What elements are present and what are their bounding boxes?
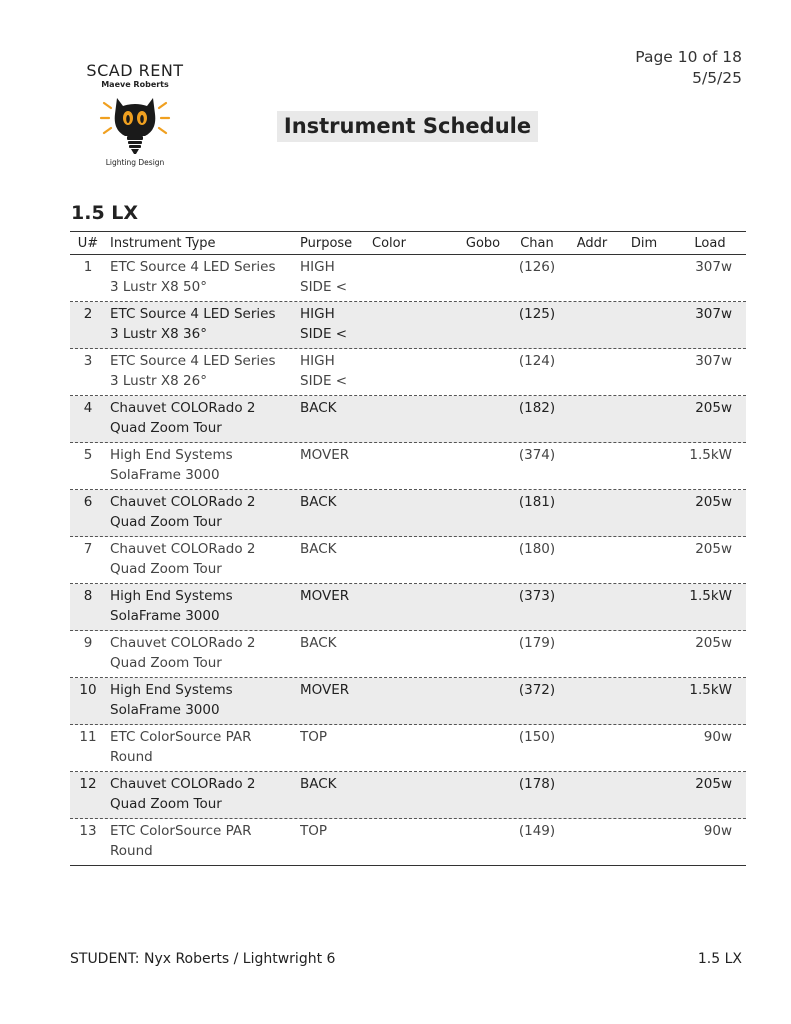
gobo-cell — [454, 352, 512, 395]
cat-lightbulb-icon — [99, 92, 171, 158]
purpose-cell — [300, 352, 372, 395]
purpose-cell-line: BACK — [300, 776, 337, 792]
purpose-cell-line: MOVER — [300, 588, 350, 604]
instrument-type-cell — [106, 540, 300, 583]
column-header: Dim — [630, 235, 658, 251]
instrument-type-cell-line: Quad Zoom Tour — [110, 419, 222, 436]
address-cell — [562, 775, 622, 818]
unit-number-cell: 11 — [79, 729, 97, 745]
purpose-cell-line: SIDE < — [300, 325, 348, 342]
purpose-cell — [300, 634, 372, 677]
channel-cell: (149) — [518, 823, 556, 839]
table-row — [70, 678, 746, 725]
instrument-type-cell-line: 3 Lustr X8 36° — [110, 325, 207, 342]
table-row — [70, 490, 746, 537]
instrument-type-cell — [106, 399, 300, 442]
footer-student: STUDENT: Nyx Roberts / Lightwright 6 — [70, 951, 336, 967]
load-cell: 1.5kW — [689, 447, 732, 463]
dimmer-cell — [622, 540, 666, 583]
channel-cell: (150) — [518, 729, 556, 745]
purpose-cell — [300, 399, 372, 442]
column-header: Load — [694, 235, 726, 251]
table-row — [70, 302, 746, 349]
logo-designer: Maeve Roberts — [101, 80, 169, 89]
color-cell — [372, 399, 454, 442]
channel-cell: (126) — [518, 259, 556, 275]
load-cell: 205w — [695, 776, 732, 792]
gobo-cell — [454, 587, 512, 630]
purpose-cell-line: MOVER — [300, 682, 350, 698]
table-row — [70, 396, 746, 443]
purpose-cell-line: BACK — [300, 635, 337, 651]
unit-number-cell: 12 — [79, 776, 97, 792]
instrument-type-cell — [106, 352, 300, 395]
channel-cell: (124) — [518, 353, 556, 369]
unit-number-cell: 13 — [79, 823, 97, 839]
instrument-type-cell-line: High End Systems — [110, 682, 233, 698]
address-cell — [562, 728, 622, 771]
channel-cell: (374) — [518, 447, 556, 463]
instrument-type-cell — [106, 587, 300, 630]
instrument-type-cell-line: High End Systems — [110, 447, 233, 463]
load-cell: 307w — [695, 306, 732, 322]
color-cell — [372, 728, 454, 771]
table-row — [70, 631, 746, 678]
instrument-type-cell-line: Quad Zoom Tour — [110, 654, 222, 671]
load-cell: 205w — [695, 541, 732, 557]
instrument-type-cell-line: Chauvet COLORado 2 — [110, 776, 256, 792]
purpose-cell-line: SIDE < — [300, 372, 348, 389]
purpose-cell-line: HIGH — [300, 259, 335, 275]
instrument-type-cell-line: Chauvet COLORado 2 — [110, 635, 256, 651]
color-cell — [372, 446, 454, 489]
unit-number-cell: 2 — [83, 306, 93, 322]
dimmer-cell — [622, 446, 666, 489]
instrument-type-cell-line: ETC ColorSource PAR — [110, 729, 252, 745]
instrument-type-cell-line: SolaFrame 3000 — [110, 607, 220, 624]
color-cell — [372, 634, 454, 677]
page-info — [635, 47, 742, 89]
logo — [70, 62, 200, 167]
dimmer-cell — [622, 258, 666, 301]
purpose-cell — [300, 587, 372, 630]
table-row — [70, 349, 746, 396]
channel-cell: (179) — [518, 635, 556, 651]
footer-section: 1.5 LX — [697, 951, 742, 967]
purpose-cell — [300, 728, 372, 771]
gobo-cell — [454, 728, 512, 771]
purpose-cell-line: TOP — [300, 823, 328, 839]
gobo-cell — [454, 493, 512, 536]
color-cell — [372, 681, 454, 724]
unit-number-cell: 9 — [83, 635, 93, 651]
address-cell — [562, 493, 622, 536]
dimmer-cell — [622, 681, 666, 724]
column-header: Purpose — [300, 235, 353, 251]
instrument-type-cell-line: ETC ColorSource PAR — [110, 823, 252, 839]
unit-number-cell: 3 — [83, 353, 93, 369]
dimmer-cell — [622, 493, 666, 536]
channel-cell: (178) — [518, 776, 556, 792]
table-body — [70, 255, 746, 866]
dimmer-cell — [622, 399, 666, 442]
instrument-type-cell — [106, 775, 300, 818]
load-cell: 1.5kW — [689, 588, 732, 604]
gobo-cell — [454, 540, 512, 583]
color-cell — [372, 352, 454, 395]
instrument-type-cell — [106, 493, 300, 536]
channel-cell: (373) — [518, 588, 556, 604]
channel-cell: (180) — [518, 541, 556, 557]
purpose-cell — [300, 305, 372, 348]
color-cell — [372, 775, 454, 818]
purpose-cell — [300, 446, 372, 489]
table-row — [70, 537, 746, 584]
address-cell — [562, 634, 622, 677]
purpose-cell — [300, 822, 372, 865]
instrument-type-cell — [106, 305, 300, 348]
instrument-type-cell — [106, 258, 300, 301]
color-cell — [372, 493, 454, 536]
color-cell — [372, 587, 454, 630]
load-cell: 205w — [695, 494, 732, 510]
instrument-type-cell-line: 3 Lustr X8 50° — [110, 278, 207, 295]
purpose-cell-line: TOP — [300, 729, 328, 745]
table-row — [70, 819, 746, 866]
unit-number-cell: 5 — [83, 447, 93, 463]
purpose-cell — [300, 493, 372, 536]
instrument-type-cell — [106, 681, 300, 724]
channel-cell: (372) — [518, 682, 556, 698]
address-cell — [562, 352, 622, 395]
dimmer-cell — [622, 634, 666, 677]
purpose-cell — [300, 258, 372, 301]
column-header: Gobo — [465, 235, 501, 251]
gobo-cell — [454, 446, 512, 489]
purpose-cell-line: BACK — [300, 541, 337, 557]
address-cell — [562, 305, 622, 348]
dimmer-cell — [622, 587, 666, 630]
channel-cell: (125) — [518, 306, 556, 322]
logo-company: SCAD RENT — [86, 61, 184, 80]
load-cell: 90w — [703, 729, 732, 745]
purpose-cell — [300, 540, 372, 583]
color-cell — [372, 540, 454, 583]
purpose-cell — [300, 775, 372, 818]
gobo-cell — [454, 775, 512, 818]
purpose-cell-line: BACK — [300, 494, 337, 510]
purpose-cell-line: HIGH — [300, 306, 335, 322]
instrument-schedule-table — [70, 231, 746, 866]
address-cell — [562, 446, 622, 489]
unit-number-cell: 4 — [83, 400, 93, 416]
instrument-type-cell-line: Chauvet COLORado 2 — [110, 400, 256, 416]
load-cell: 90w — [703, 823, 732, 839]
address-cell — [562, 822, 622, 865]
address-cell — [562, 540, 622, 583]
address-cell — [562, 258, 622, 301]
column-header: Chan — [520, 235, 554, 251]
address-cell — [562, 587, 622, 630]
purpose-cell-line: SIDE < — [300, 278, 348, 295]
color-cell — [372, 822, 454, 865]
page-date: 5/5/25 — [692, 69, 742, 87]
unit-number-cell: 7 — [83, 541, 93, 557]
column-header: Instrument Type — [110, 235, 216, 251]
page-number: Page 10 of 18 — [635, 48, 742, 66]
table-row — [70, 772, 746, 819]
gobo-cell — [454, 822, 512, 865]
instrument-type-cell-line: Chauvet COLORado 2 — [110, 494, 256, 510]
instrument-type-cell-line: 3 Lustr X8 26° — [110, 372, 207, 389]
color-cell — [372, 258, 454, 301]
instrument-type-cell-line: High End Systems — [110, 588, 233, 604]
address-cell — [562, 399, 622, 442]
instrument-type-cell-line: ETC Source 4 LED Series — [110, 259, 276, 275]
section-title: 1.5 LX — [71, 202, 139, 224]
instrument-type-cell-line: ETC Source 4 LED Series — [110, 306, 276, 322]
load-cell: 205w — [695, 635, 732, 651]
gobo-cell — [454, 305, 512, 348]
purpose-cell-line: BACK — [300, 400, 337, 416]
instrument-type-cell-line: Round — [110, 842, 153, 859]
instrument-type-cell — [106, 822, 300, 865]
purpose-cell-line: MOVER — [300, 447, 350, 463]
instrument-type-cell-line: Round — [110, 748, 153, 765]
gobo-cell — [454, 634, 512, 677]
address-cell — [562, 681, 622, 724]
channel-cell: (182) — [518, 400, 556, 416]
column-header: U# — [77, 235, 99, 251]
gobo-cell — [454, 258, 512, 301]
instrument-type-cell-line: SolaFrame 3000 — [110, 466, 220, 483]
color-cell — [372, 305, 454, 348]
table-row — [70, 443, 746, 490]
dimmer-cell — [622, 822, 666, 865]
logo-tagline: Lighting Design — [105, 158, 165, 167]
load-cell: 307w — [695, 353, 732, 369]
load-cell: 307w — [695, 259, 732, 275]
dimmer-cell — [622, 305, 666, 348]
unit-number-cell: 10 — [79, 682, 97, 698]
unit-number-cell: 8 — [83, 588, 93, 604]
instrument-type-cell — [106, 446, 300, 489]
gobo-cell — [454, 399, 512, 442]
column-header: Addr — [576, 235, 608, 251]
instrument-type-cell-line: Chauvet COLORado 2 — [110, 541, 256, 557]
channel-cell: (181) — [518, 494, 556, 510]
instrument-type-cell-line: Quad Zoom Tour — [110, 560, 222, 577]
instrument-type-cell-line: Quad Zoom Tour — [110, 795, 222, 812]
load-cell: 205w — [695, 400, 732, 416]
column-header: Color — [372, 235, 406, 251]
unit-number-cell: 1 — [83, 259, 93, 275]
purpose-cell-line: HIGH — [300, 353, 335, 369]
load-cell: 1.5kW — [689, 682, 732, 698]
instrument-type-cell — [106, 634, 300, 677]
purpose-cell — [300, 681, 372, 724]
page-title: Instrument Schedule — [277, 111, 538, 142]
dimmer-cell — [622, 775, 666, 818]
instrument-type-cell-line: SolaFrame 3000 — [110, 701, 220, 718]
table-row — [70, 255, 746, 302]
gobo-cell — [454, 681, 512, 724]
unit-number-cell: 6 — [83, 494, 93, 510]
instrument-type-cell-line: Quad Zoom Tour — [110, 513, 222, 530]
dimmer-cell — [622, 352, 666, 395]
table-row — [70, 584, 746, 631]
dimmer-cell — [622, 728, 666, 771]
instrument-type-cell — [106, 728, 300, 771]
table-row — [70, 725, 746, 772]
instrument-type-cell-line: ETC Source 4 LED Series — [110, 353, 276, 369]
table-header — [70, 231, 746, 255]
